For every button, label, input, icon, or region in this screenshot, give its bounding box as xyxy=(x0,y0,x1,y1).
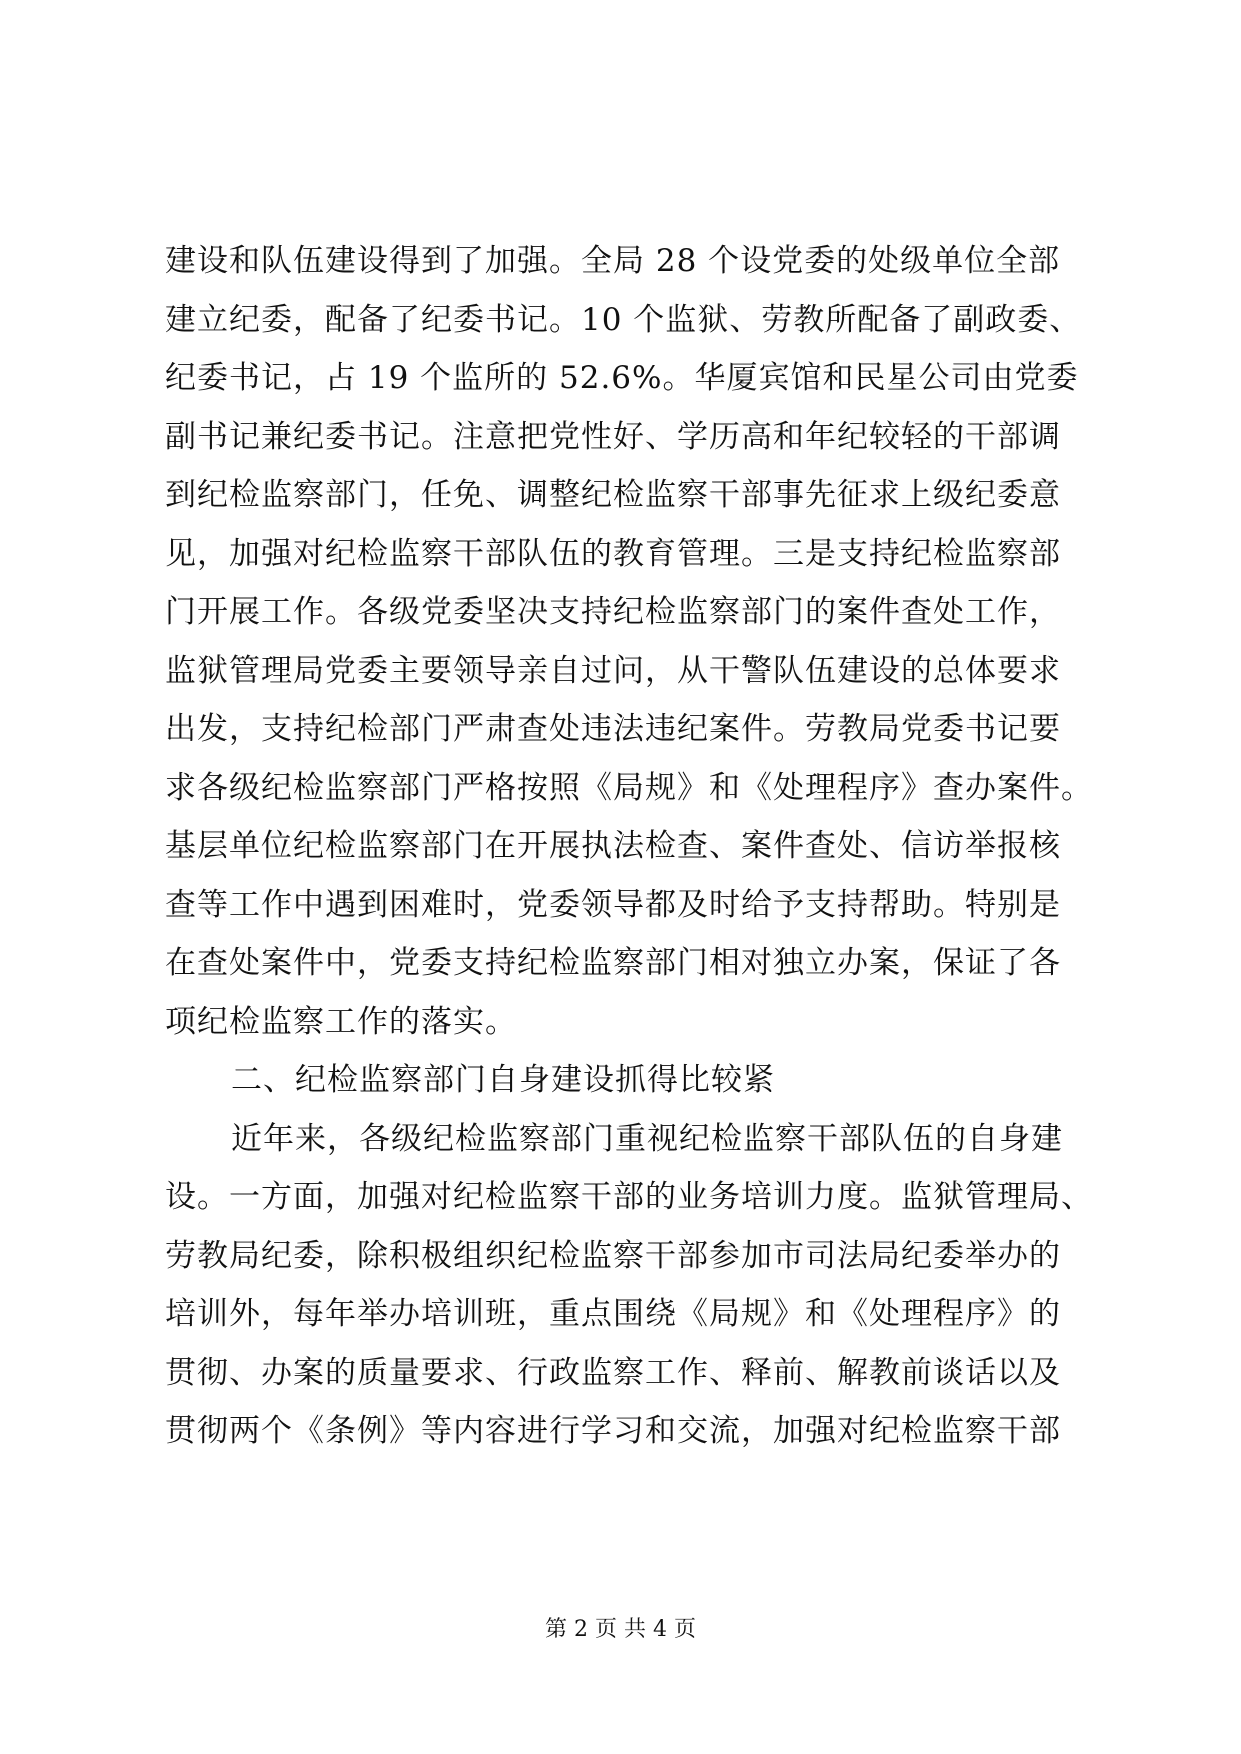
text-line: 纪委书记，占 19 个监所的 52.6%。华厦宾馆和民星公司由党委 xyxy=(165,360,1079,396)
text-line: 建设和队伍建设得到了加强。全局 28 个设党委的处级单位全部 xyxy=(165,243,1061,279)
text-line: 培训外，每年举办培训班，重点围绕《局规》和《处理程序》的 xyxy=(165,1296,1061,1332)
text-line: 副书记兼纪委书记。注意把党性好、学历高和年纪较轻的干部调 xyxy=(165,418,1061,455)
text-line: 建立纪委，配备了纪委书记。10 个监狱、劳教所配备了副政委、 xyxy=(165,301,1082,338)
text-line: 见，加强对纪检监察干部队伍的教育管理。三是支持纪检监察部 xyxy=(165,535,1061,572)
section-heading: 二、纪检监察部门自身建设抓得比较紧 xyxy=(231,1062,775,1098)
page-number-footer: 第 2 页 共 4 页 xyxy=(545,1617,696,1642)
text-line: 门开展工作。各级党委坚决支持纪检监察部门的案件查处工作， xyxy=(165,594,1061,630)
text-line: 出发，支持纪检部门严肃查处违法违纪案件。劳教局党委书记要 xyxy=(165,711,1061,747)
text-line: 近年来，各级纪检监察部门重视纪检监察干部队伍的自身建 xyxy=(231,1120,1063,1157)
text-line: 求各级纪检监察部门严格按照《局规》和《处理程序》查办案件。 xyxy=(165,769,1093,806)
text-line: 贯彻两个《条例》等内容进行学习和交流，加强对纪检监察干部 xyxy=(165,1413,1061,1449)
text-line: 基层单位纪检监察部门在开展执法检查、案件查处、信访举报核 xyxy=(165,828,1061,864)
text-line: 劳教局纪委，除积极组织纪检监察干部参加市司法局纪委举办的 xyxy=(165,1237,1061,1274)
text-line: 项纪检监察工作的落实。 xyxy=(165,1003,517,1040)
text-line: 贯彻、办案的质量要求、行政监察工作、释前、解教前谈话以及 xyxy=(165,1354,1061,1391)
text-line: 到纪检监察部门，任免、调整纪检监察干部事先征求上级纪委意 xyxy=(165,477,1061,513)
text-line: 设。一方面，加强对纪检监察干部的业务培训力度。监狱管理局、 xyxy=(165,1179,1093,1215)
body-text xyxy=(165,232,1093,1461)
text-line: 查等工作中遇到困难时，党委领导都及时给予支持帮助。特别是 xyxy=(165,886,1061,923)
text-line: 在查处案件中，党委支持纪检监察部门相对独立办案，保证了各 xyxy=(165,945,1061,981)
text-line: 监狱管理局党委主要领导亲自过问，从干警队伍建设的总体要求 xyxy=(165,652,1061,689)
